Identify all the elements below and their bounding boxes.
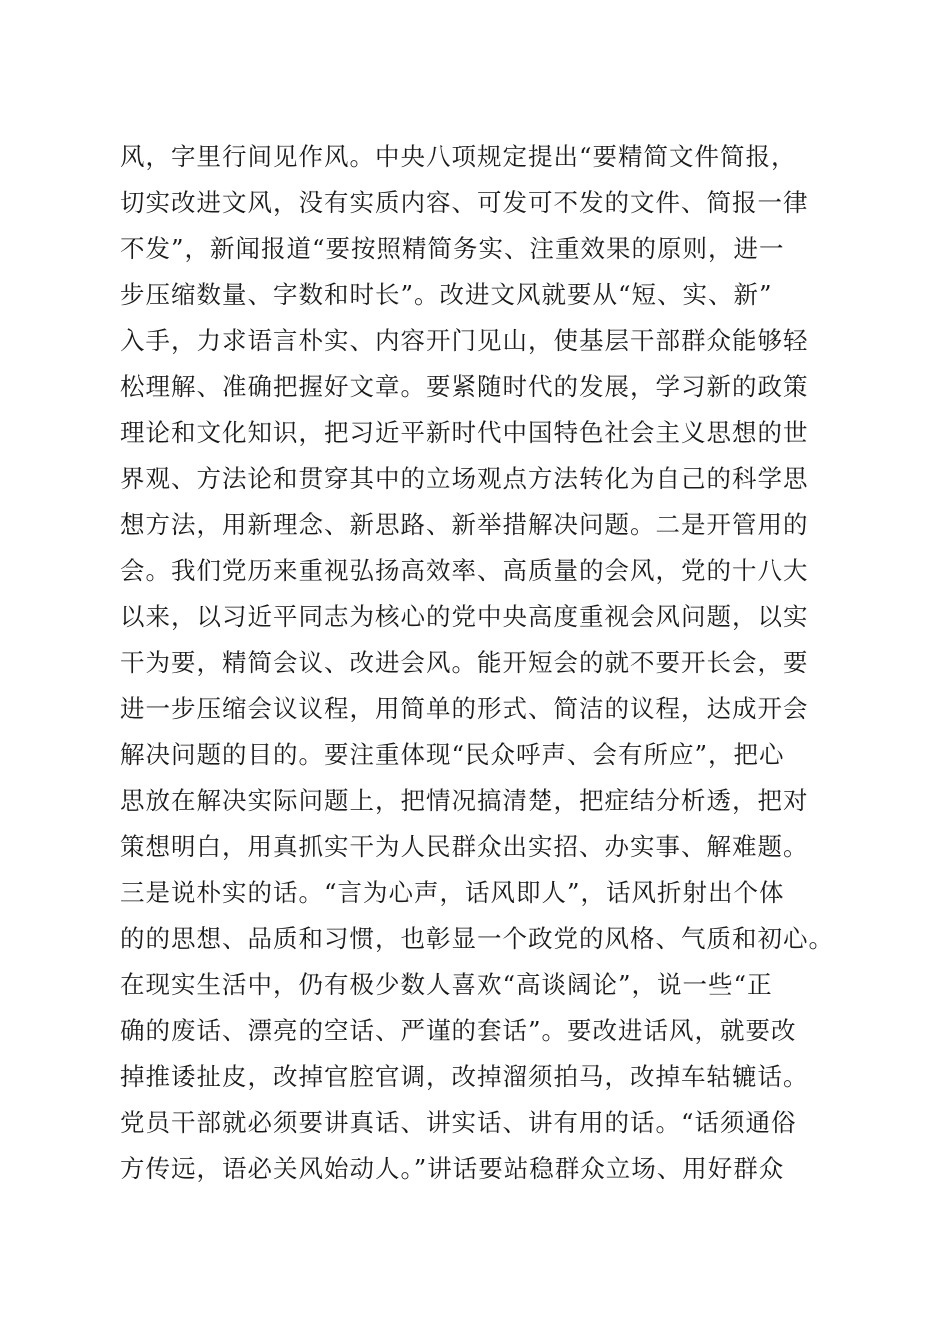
text-line: 在现实生活中，仍有极少数人喜欢“高谈阔论”，说一些“正 <box>120 970 773 999</box>
text-line: 界观、方法论和贯穿其中的立场观点方法转化为自己的科学思 <box>120 464 809 493</box>
text-line: 切实改进文风，没有实质内容、可发可不发的文件、简报一律 <box>120 188 809 217</box>
text-line: 方传远，语必关风始动人。”讲话要站稳群众立场、用好群众 <box>120 1154 785 1183</box>
text-line: 会。我们党历来重视弘扬高效率、高质量的会风，党的十八大 <box>120 556 809 585</box>
body-paragraph <box>120 134 840 1192</box>
text-line: 想方法，用新理念、新思路、新举措解决问题。二是开管用的 <box>120 510 809 539</box>
text-line: 风，字里行间见作风。中央八项规定提出“要精简文件简报， <box>120 142 797 171</box>
text-line: 策想明白，用真抓实干为人民群众出实招、办实事、解难题。 <box>120 832 809 861</box>
text-line: 的的思想、品质和习惯，也彰显一个政党的风格、气质和初心。 <box>120 924 834 953</box>
text-line: 步压缩数量、字数和时长”。改进文风就要从“短、实、新” <box>120 280 773 309</box>
text-line: 理论和文化知识，把习近平新时代中国特色社会主义思想的世 <box>120 418 809 447</box>
text-line: 以来，以习近平同志为核心的党中央高度重视会风问题，以实 <box>120 602 809 631</box>
text-line: 党员干部就必须要讲真话、讲实话、讲有用的话。“话须通俗 <box>120 1108 797 1137</box>
text-line: 进一步压缩会议议程，用简单的形式、简洁的议程，达成开会 <box>120 694 809 723</box>
text-line: 入手，力求语言朴实、内容开门见山，使基层干部群众能够轻 <box>120 326 809 355</box>
text-line: 干为要，精简会议、改进会风。能开短会的就不要开长会，要 <box>120 648 809 677</box>
text-line: 解决问题的目的。要注重体现“民众呼声、会有所应”，把心 <box>120 740 785 769</box>
text-line: 松理解、准确把握好文章。要紧随时代的发展，学习新的政策 <box>120 372 809 401</box>
text-line: 思放在解决实际问题上，把情况搞清楚，把症结分析透，把对 <box>120 786 809 815</box>
text-line: 三是说朴实的话。“言为心声，话风即人”，话风折射出个体 <box>120 878 785 907</box>
text-line: 掉推诿扯皮，改掉官腔官调，改掉溜须拍马，改掉车轱辘话。 <box>120 1062 809 1091</box>
text-line: 确的废话、漂亮的空话、严谨的套话”。要改进话风，就要改 <box>120 1016 797 1045</box>
text-line: 不发”，新闻报道“要按照精简务实、注重效果的原则，进一 <box>120 234 785 263</box>
